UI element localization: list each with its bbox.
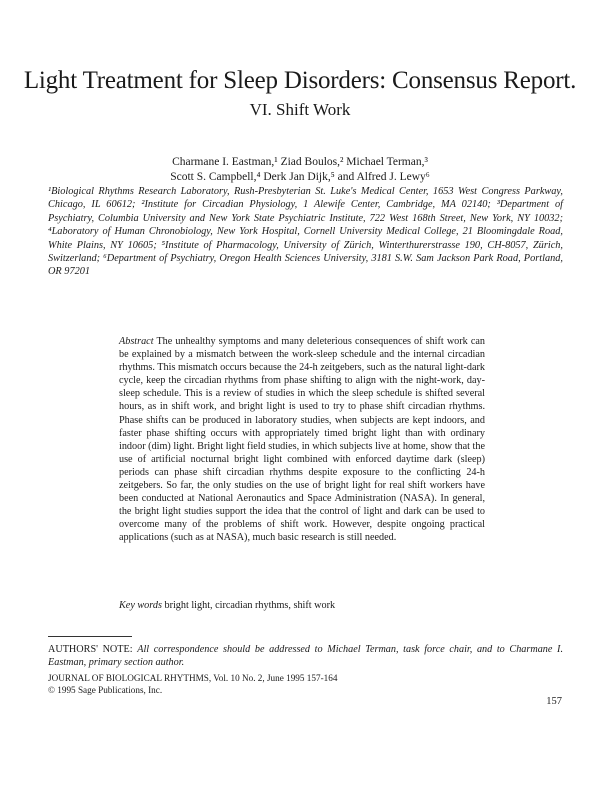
abstract-label: Abstract xyxy=(119,336,154,347)
authors-note-text: All correspondence should be addressed to Michael Terman, task force chair, and to Charmane I. Eastman, primary section author. xyxy=(48,644,563,668)
keywords-label: Key words xyxy=(119,600,162,611)
paper-title: Light Treatment for Sleep Disorders: Consensus Report. xyxy=(23,67,577,94)
journal-info xyxy=(48,672,563,696)
authors-note xyxy=(48,643,563,669)
keywords-text: bright light, circadian rhythms, shift work xyxy=(164,600,336,611)
author-list xyxy=(60,155,540,185)
page-number: 157 xyxy=(546,696,562,707)
keywords xyxy=(119,600,485,611)
abstract-text: The unhealthy symptoms and many deleterious consequences of shift work can be explained by a mismatch between the work-sleep schedule and the internal circadian rhythms. This mismatch occurs because the 24-h zeitgebers, such as the natural light-dark cycle, keep the circadian rhythms from phase shifting to align with the night-work, day-sleep schedule. This is a review of studies in which the sleep schedule is shifted several hours, as in shift work, and bright light is used to try to phase shift circadian rhythms. Phase shifts can be produced in laboratory studies, when subjects are kept indoors, and faster phase shifting occurs with appropriately timed bright light than with ordinary indoor (dim) light. Bright light field studies, in which subjects live at home, show that the use of artificial nocturnal bright light combined with enforced daytime dark (sleep) periods can phase shift circadian rhythms despite exposure to the conflicting 24-h zeitgebers. So far, the only studies on the use of bright light for real shift workers have been conducted at National Aeronautics and Space Administration (NASA). In general, the bright light studies support the idea that the control of light and dark can be used to overcome many of the problems of shift work. However, despite ongoing practical applications (such as at NASA), much basic research is still needed. xyxy=(119,336,485,544)
author-line-2: Scott S. Campbell,⁴ Derk Jan Dijk,⁵ and Alfred J. Lewy⁶ xyxy=(170,171,430,183)
paper-subtitle: VI. Shift Work xyxy=(249,100,351,119)
abstract xyxy=(119,335,485,545)
journal-citation: JOURNAL OF BIOLOGICAL RHYTHMS, Vol. 10 No. 2, June 1995 157-164 xyxy=(48,673,338,683)
affiliations: ¹Biological Rhythms Research Laboratory, Rush-Presbyterian St. Luke's Medical Center, 1653 West Congress Parkway, Chicago, IL 60612; ²Institute for Circadian Physiology, 1 Alewife Center, Cambridge, MA 02140; ³Department of Psychiatry, Columbia University and New York State Psychiatric Institute, 722 West 168th Street, New York, NY 10032; ⁴Laboratory of Human Chronobiology, New York Hospital, Cornell University Medical College, 21 Bloomingdale Road, White Plains, NY 10605; ⁵Institute of Pharmacology, University of Zürich, Winterthurerstrasse 190, CH-8057, Zürich, Switzerland; ⁶Department of Psychiatry, Oregon Health Sciences University, 3181 S.W. Sam Jackson Park Road, Portland, OR 97201 xyxy=(48,186,563,278)
authors-note-label: AUTHORS' NOTE: xyxy=(48,644,133,655)
footnote-rule xyxy=(48,636,132,637)
author-line-1: Charmane I. Eastman,¹ Ziad Boulos,² Michael Terman,³ xyxy=(172,156,428,168)
journal-copyright: © 1995 Sage Publications, Inc. xyxy=(48,685,163,695)
